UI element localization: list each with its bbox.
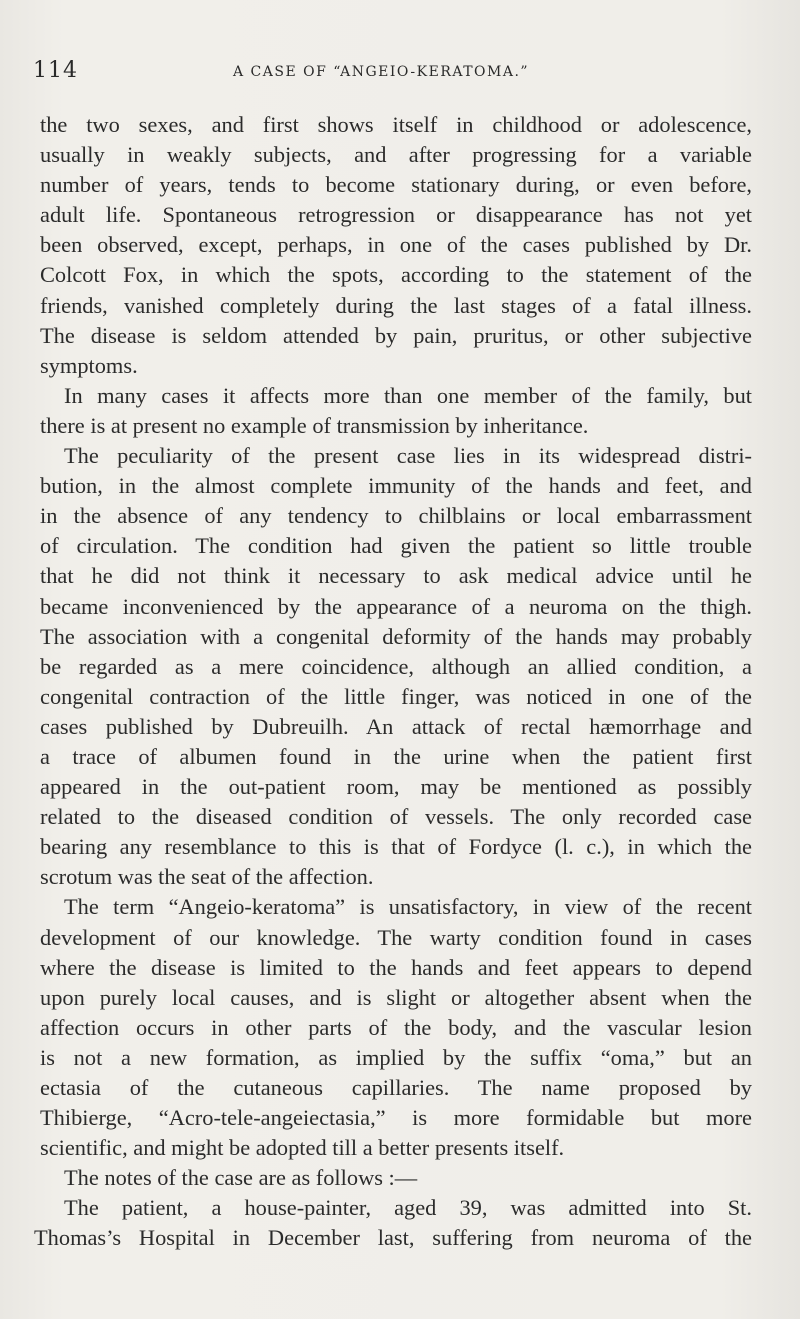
text-line: symptoms. bbox=[40, 352, 138, 378]
body-text bbox=[34, 110, 752, 1254]
text-line: appeared in the out-patient room, may be mentioned as possibly bbox=[40, 774, 752, 800]
text-line: be regarded as a mere coincidence, although an allied condition, a bbox=[40, 653, 752, 679]
text-line: The term “Angeio-keratoma” is unsatisfactory, in view of the recent bbox=[64, 894, 752, 920]
text-line: bution, in the almost complete immunity of the hands and feet, and bbox=[40, 473, 752, 499]
text-line: related to the diseased condition of vessels. The only recorded case bbox=[40, 804, 752, 830]
text-line: The association with a congenital deformity of the hands may probably bbox=[40, 623, 752, 649]
text-line: there is at present no example of transmission by inheritance. bbox=[40, 412, 589, 438]
text-line: The peculiarity of the present case lies in its widespread distri- bbox=[64, 443, 752, 469]
text-line: is not a new formation, as implied by the suffix “oma,” but an bbox=[40, 1044, 752, 1070]
text-line: affection occurs in other parts of the body, and the vascular lesion bbox=[40, 1014, 752, 1040]
text-line: The disease is seldom attended by pain, pruritus, or other subjective bbox=[40, 322, 752, 348]
page-number: 114 bbox=[33, 58, 78, 83]
text-line: a trace of albumen found in the urine when the patient first bbox=[40, 743, 752, 769]
text-line: friends, vanished completely during the last stages of a fatal illness. bbox=[40, 292, 752, 318]
text-line: upon purely local causes, and is slight or altogether absent when the bbox=[40, 984, 752, 1010]
text-line: usually in weakly subjects, and after progressing for a variable bbox=[40, 142, 752, 168]
text-line: The notes of the case are as follows :— bbox=[64, 1165, 418, 1191]
text-line: The patient, a house-painter, aged 39, was admitted into St. bbox=[64, 1195, 752, 1221]
text-line: where the disease is limited to the hands and feet appears to depend bbox=[40, 954, 752, 980]
text-line: of circulation. The condition had given the patient so little trouble bbox=[40, 533, 752, 559]
running-title: A CASE OF “ANGEIO-KERATOMA.” bbox=[233, 64, 530, 80]
text-line: in the absence of any tendency to chilblains or local embarrassment bbox=[40, 503, 752, 529]
text-line: been observed, except, perhaps, in one of the cases published by Dr. bbox=[40, 232, 752, 258]
text-line: became inconvenienced by the appearance of a neuroma on the thigh. bbox=[40, 593, 752, 619]
text-line: that he did not think it necessary to ask medical advice until he bbox=[40, 563, 752, 589]
text-line: Colcott Fox, in which the spots, according to the statement of the bbox=[40, 262, 752, 288]
text-line: scrotum was the seat of the affection. bbox=[40, 864, 374, 890]
text-line: number of years, tends to become stationary during, or even before, bbox=[40, 172, 752, 198]
text-line: adult life. Spontaneous retrogression or disappearance has not yet bbox=[40, 202, 752, 228]
page-header bbox=[33, 58, 760, 92]
text-line: Thibierge, “Acro-tele-angeiectasia,” is more formidable but more bbox=[40, 1105, 752, 1131]
text-line: congenital contraction of the little finger, was noticed in one of the bbox=[40, 683, 752, 709]
text-line: bearing any resemblance to this is that of Fordyce (l. c.), in which the bbox=[40, 834, 752, 860]
text-line: scientific, and might be adopted till a better presents itself. bbox=[40, 1135, 565, 1161]
text-line: In many cases it affects more than one member of the family, but bbox=[64, 382, 752, 408]
text-line: development of our knowledge. The warty condition found in cases bbox=[40, 924, 752, 950]
text-line: the two sexes, and first shows itself in childhood or adolescence, bbox=[40, 112, 752, 137]
text-line: Thomas’s Hospital in December last, suffering from neuroma of the bbox=[34, 1225, 752, 1251]
text-line: cases published by Dubreuilh. An attack of rectal hæmorrhage and bbox=[40, 713, 752, 739]
text-line: ectasia of the cutaneous capillaries. The name proposed by bbox=[40, 1075, 752, 1100]
